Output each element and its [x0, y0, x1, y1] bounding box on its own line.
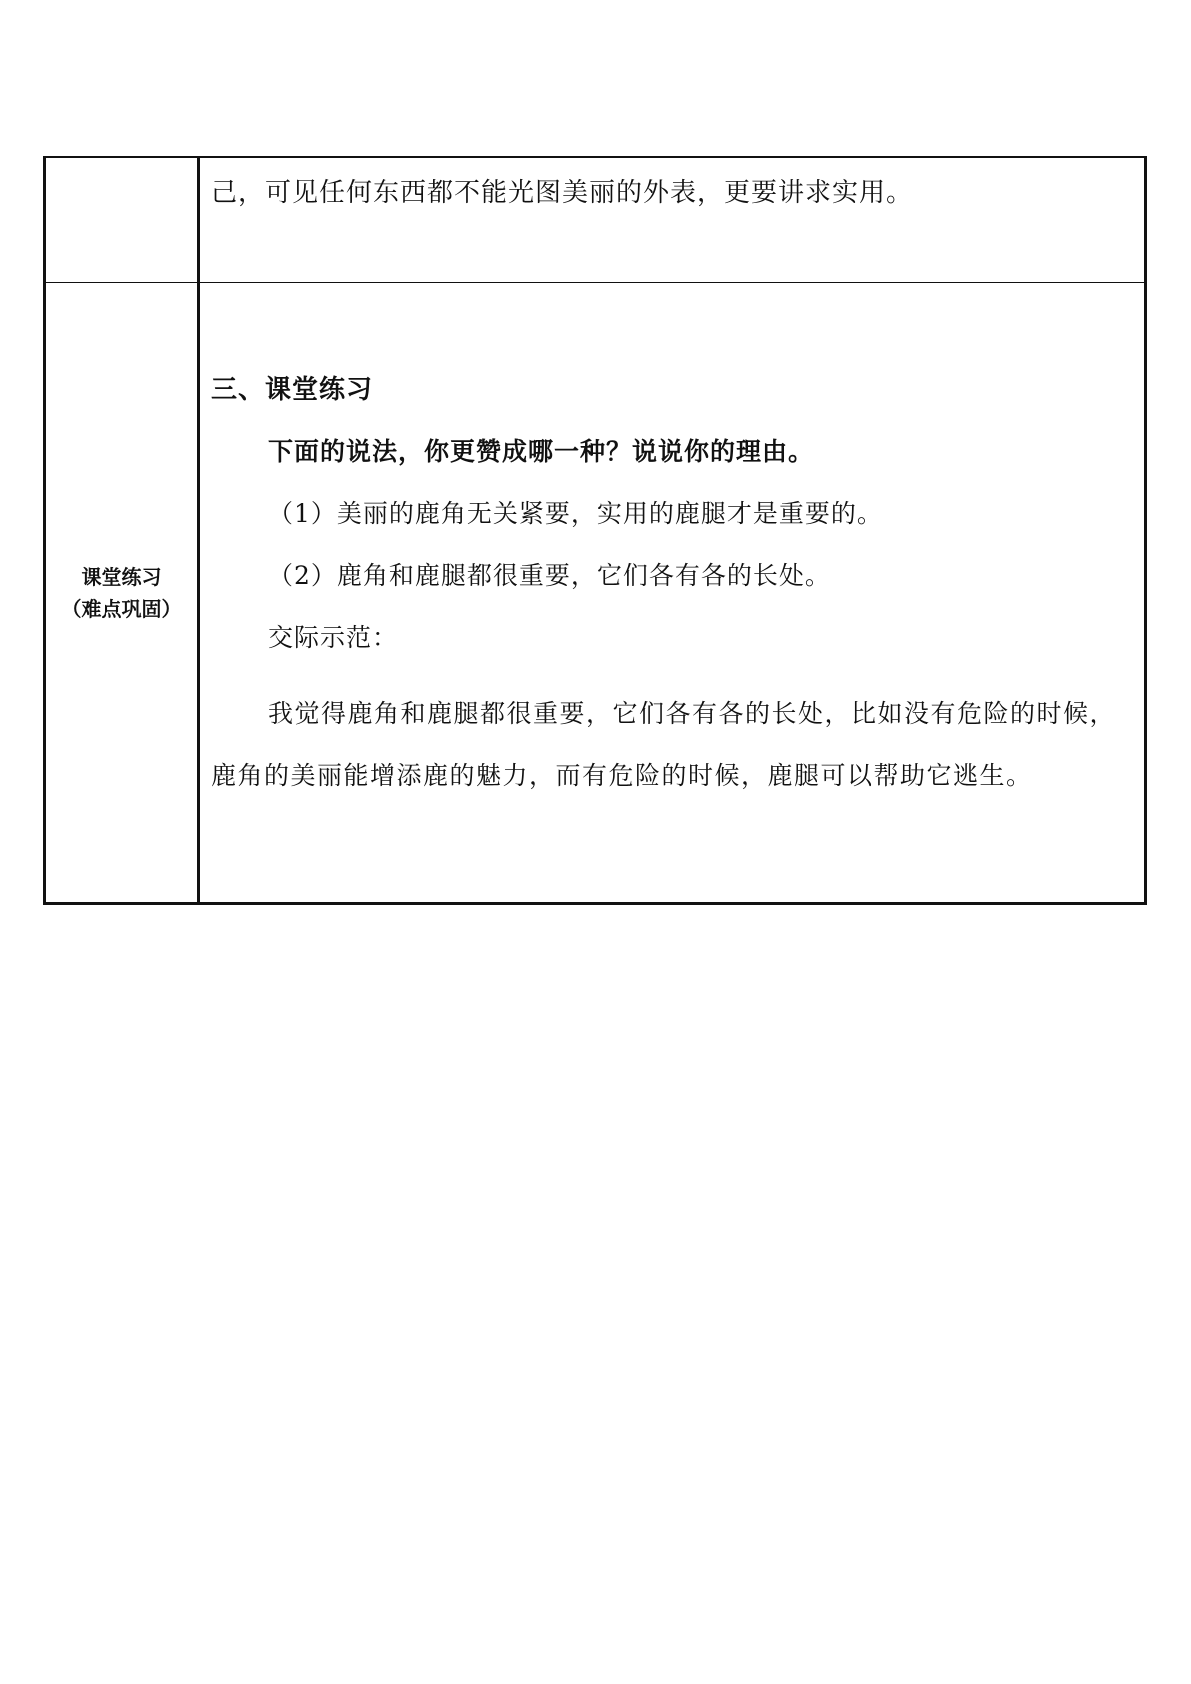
table-row-classroom-practice	[45, 283, 1146, 904]
label-cell-empty	[45, 157, 199, 283]
option-item-2: （2）鹿角和鹿腿都很重要，它们各有各的长处。	[268, 561, 831, 590]
demo-paragraph: 我觉得鹿角和鹿腿都很重要，它们各有各的长处，比如没有危险的时候，鹿角的美丽能增添鹿的魅力，而有危险的时候，鹿腿可以帮助它逃生。	[211, 699, 1117, 790]
label-cell-classroom-practice	[45, 283, 199, 904]
lesson-plan-table	[43, 156, 1147, 905]
demo-label: 交际示范：	[268, 623, 399, 652]
option-item-1: （1）美丽的鹿角无关紧要，实用的鹿腿才是重要的。	[268, 499, 883, 528]
continued-paragraph: 己，可见任何东西都不能光图美丽的外表，更要讲求实用。	[211, 178, 914, 208]
table-row-continued	[45, 157, 1146, 283]
practice-content	[200, 283, 1144, 807]
content-cell-continued	[199, 157, 1146, 283]
label-wrap	[46, 283, 197, 902]
row-label-title: 课堂练习	[81, 564, 162, 589]
practice-question: 下面的说法，你更赞成哪一种？说说你的理由。	[268, 437, 815, 466]
content-cell-classroom-practice	[199, 283, 1146, 904]
section-heading: 三、课堂练习	[211, 375, 374, 405]
row-label-subtitle: （难点巩固）	[61, 596, 182, 621]
